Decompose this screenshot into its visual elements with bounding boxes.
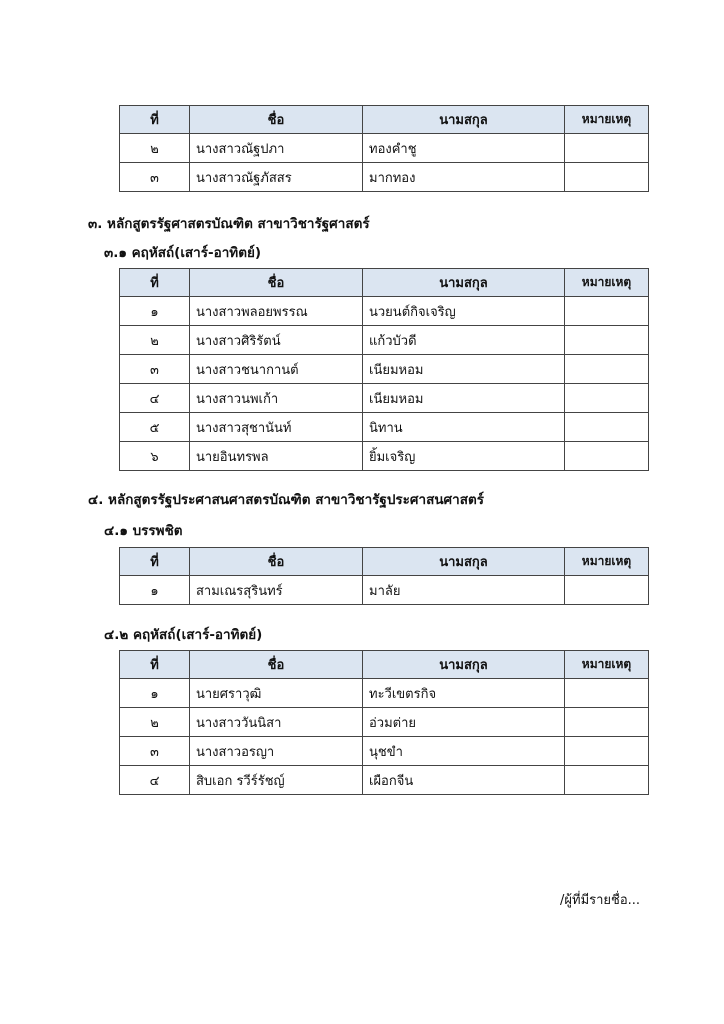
- section-4-1-heading: ๔.๑ บรรพชิต: [104, 523, 183, 539]
- cell-note: [565, 355, 649, 384]
- cell-surname: นุชขำ: [363, 737, 565, 766]
- table-row: [120, 326, 649, 355]
- cell-note: [565, 297, 649, 326]
- table-row: [120, 679, 649, 708]
- table-header-row: [120, 106, 649, 134]
- col-header-surname: นามสกุล: [363, 269, 565, 297]
- table-header-row: [120, 269, 649, 297]
- table-row: [120, 413, 649, 442]
- table-header-row: [120, 651, 649, 679]
- cell-number: ๒: [120, 134, 190, 163]
- cell-note: [565, 766, 649, 795]
- col-header-number: ที่: [120, 269, 190, 297]
- section-4-heading: ๔. หลักสูตรรัฐประศาสนศาสตรบัณฑิต สาขาวิชารัฐประศาสนศาสตร์: [88, 492, 484, 508]
- cell-name: นางสาวสุชานันท์: [190, 413, 363, 442]
- cell-note: [565, 413, 649, 442]
- cell-number: ๑: [120, 679, 190, 708]
- table-row: [120, 163, 649, 192]
- cell-number: ๔: [120, 766, 190, 795]
- cell-surname: ทะวีเขตรกิจ: [363, 679, 565, 708]
- cell-note: [565, 679, 649, 708]
- cell-name: นางสาววันนิสา: [190, 708, 363, 737]
- continued-note: /ผู้ที่มีรายชื่อ...: [560, 893, 641, 908]
- cell-surname: ยิ้มเจริญ: [363, 442, 565, 471]
- cell-number: ๓: [120, 737, 190, 766]
- cell-note: [565, 737, 649, 766]
- cell-surname: เนียมหอม: [363, 355, 565, 384]
- cell-name: นายอินทรพล: [190, 442, 363, 471]
- section-3-1-heading: ๓.๑ คฤหัสถ์(เสาร์-อาทิตย์): [104, 245, 262, 261]
- table-row: [120, 442, 649, 471]
- cell-name: นางสาวนพเก้า: [190, 384, 363, 413]
- cell-name: นางสาวอรญา: [190, 737, 363, 766]
- table-row: [120, 737, 649, 766]
- cell-surname: มากทอง: [363, 163, 565, 192]
- table-row: [120, 576, 649, 605]
- cell-name: นางสาวชนากานต์: [190, 355, 363, 384]
- col-header-note: หมายเหตุ: [565, 269, 649, 297]
- cell-name: นางสาวศิริรัตน์: [190, 326, 363, 355]
- table-row: [120, 708, 649, 737]
- col-header-name: ชื่อ: [190, 269, 363, 297]
- cell-number: ๒: [120, 708, 190, 737]
- col-header-note: หมายเหตุ: [565, 651, 649, 679]
- cell-number: ๕: [120, 413, 190, 442]
- cell-number: ๖: [120, 442, 190, 471]
- cell-surname: เนียมหอม: [363, 384, 565, 413]
- cell-number: ๓: [120, 355, 190, 384]
- col-header-surname: นามสกุล: [363, 106, 565, 134]
- cell-surname: แก้วบัวดี: [363, 326, 565, 355]
- section-4-2-heading: ๔.๒ คฤหัสถ์(เสาร์-อาทิตย์): [104, 627, 263, 643]
- cell-surname: นิทาน: [363, 413, 565, 442]
- table-row: [120, 355, 649, 384]
- cell-note: [565, 708, 649, 737]
- col-header-name: ชื่อ: [190, 651, 363, 679]
- students-table-4-1: [119, 547, 649, 605]
- cell-name: นางสาวณัฐภัสสร: [190, 163, 363, 192]
- cell-number: ๓: [120, 163, 190, 192]
- cell-number: ๑: [120, 576, 190, 605]
- col-header-number: ที่: [120, 651, 190, 679]
- col-header-name: ชื่อ: [190, 106, 363, 134]
- students-table-4-2: [119, 650, 649, 795]
- students-table-continued: [119, 105, 649, 192]
- table-row: [120, 766, 649, 795]
- students-table-3-1: [119, 268, 649, 471]
- cell-note: [565, 134, 649, 163]
- table-row: [120, 134, 649, 163]
- cell-number: ๔: [120, 384, 190, 413]
- col-header-number: ที่: [120, 548, 190, 576]
- cell-note: [565, 163, 649, 192]
- cell-surname: นวยนต์กิจเจริญ: [363, 297, 565, 326]
- table-row: [120, 297, 649, 326]
- cell-surname: อ่วมต่าย: [363, 708, 565, 737]
- col-header-surname: นามสกุล: [363, 548, 565, 576]
- cell-surname: มาลัย: [363, 576, 565, 605]
- col-header-number: ที่: [120, 106, 190, 134]
- cell-number: ๒: [120, 326, 190, 355]
- section-3-heading: ๓. หลักสูตรรัฐศาสตรบัณฑิต สาขาวิชารัฐศาสตร์: [88, 216, 370, 232]
- table-row: [120, 384, 649, 413]
- cell-note: [565, 384, 649, 413]
- cell-surname: เผือกจีน: [363, 766, 565, 795]
- cell-name: สิบเอก รวีร์รัชญ์: [190, 766, 363, 795]
- col-header-surname: นามสกุล: [363, 651, 565, 679]
- cell-surname: ทองคำชู: [363, 134, 565, 163]
- table-header-row: [120, 548, 649, 576]
- cell-note: [565, 576, 649, 605]
- col-header-name: ชื่อ: [190, 548, 363, 576]
- cell-note: [565, 326, 649, 355]
- cell-name: นางสาวพลอยพรรณ: [190, 297, 363, 326]
- cell-number: ๑: [120, 297, 190, 326]
- cell-note: [565, 442, 649, 471]
- col-header-note: หมายเหตุ: [565, 106, 649, 134]
- col-header-note: หมายเหตุ: [565, 548, 649, 576]
- cell-name: นายศราวุฒิ: [190, 679, 363, 708]
- cell-name: สามเณรสุรินทร์: [190, 576, 363, 605]
- cell-name: นางสาวณัฐปภา: [190, 134, 363, 163]
